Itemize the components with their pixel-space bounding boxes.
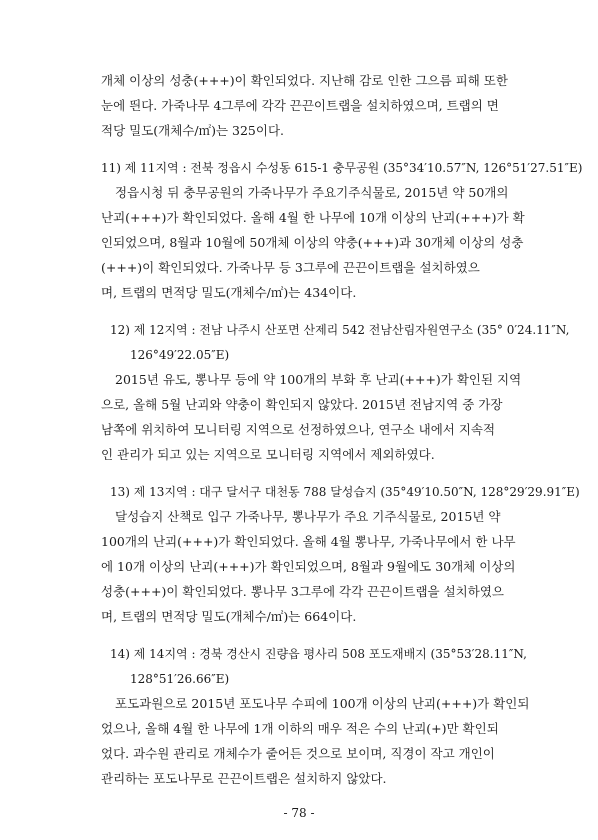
text-line: 인되었으며, 8월과 10월에 50개체 이상의 약충(+++)과 30개체 이상의 성충: [101, 235, 524, 250]
text-line: (+++)이 확인되었다. 가죽나무 등 3그루에 끈끈이트랩을 설치하였으: [101, 260, 480, 275]
text-line: 남쪽에 위치하여 모니터링 지역으로 선정하였으나, 연구소 내에서 지속적: [101, 422, 496, 437]
text-line: 난괴(+++)가 확인되었다. 올해 4월 한 나무에 10개 이상의 난괴(+++)가 확: [101, 210, 525, 225]
text-line: 었으나, 올해 4월 한 나무에 1개 이하의 매우 적은 수의 난괴(+)만 확인되: [101, 721, 499, 736]
section-heading: 14) 제 14지역 : 경북 경산시 진량읍 평사리 508 포도재배지 (35°53′28.11″N,: [110, 647, 527, 661]
text-line: 성충(+++)이 확인되었다. 뽕나무 3그루에 각각 끈끈이트랩을 설치하였으: [101, 584, 504, 599]
text-line: 적당 밀도(개체수/㎡)는 325이다.: [101, 123, 284, 138]
text-line: 달성습지 산책로 입구 가죽나무, 뽕나무가 주요 기주식물로, 2015년 약: [115, 509, 501, 524]
section-heading: 13) 제 13지역 : 대구 달서구 대천동 788 달성습지 (35°49′10.50″N, 128°29′29.91″E): [110, 485, 580, 499]
text-line: 포도과원으로 2015년 포도나무 수피에 100개 이상의 난괴(+++)가 확인되: [115, 696, 530, 711]
section-heading: 12) 제 12지역 : 전남 나주시 산포면 산제리 542 전남산림자원연구소 (35° 0′24.11″N,: [110, 323, 570, 337]
text-line: 며, 트랩의 면적당 밀도(개체수/㎡)는 664이다.: [101, 609, 357, 624]
section-heading-continued: 128°51′26.66″E): [130, 672, 230, 686]
section-heading-continued: 126°49′22.05″E): [130, 348, 230, 362]
text-line: 눈에 띈다. 가죽나무 4그루에 각각 끈끈이트랩을 설치하였으며, 트랩의 면: [101, 98, 499, 113]
text-line: 에 10개 이상의 난괴(+++)가 확인되었으며, 8월과 9월에도 30개체 이상의: [101, 559, 516, 574]
text-line: 었다. 과수원 관리로 개체수가 줄어든 것으로 보이며, 직경이 작고 개인이: [101, 746, 495, 761]
text-line: 며, 트랩의 면적당 밀도(개체수/㎡)는 434이다.: [101, 285, 357, 300]
text-line: 100개의 난괴(+++)가 확인되었다. 올해 4월 뽕나무, 가죽나무에서 한 나무: [101, 534, 516, 549]
text-line: 2015년 유도, 뽕나무 등에 약 100개의 부화 후 난괴(+++)가 확인된 지역: [115, 372, 522, 387]
text-line: 개체 이상의 성충(+++)이 확인되었다. 지난해 감로 인한 그으름 피해 또한: [101, 73, 508, 88]
text-line: 인 관리가 되고 있는 지역으로 모니터링 지역에서 제외하였다.: [101, 447, 435, 462]
text-line: 정읍시청 뒤 충무공원의 가죽나무가 주요기주식물로, 2015년 약 50개의: [115, 185, 509, 200]
text-line: 으로, 올해 5월 난괴와 약충이 확인되지 않았다. 2015년 전남지역 중 가장: [101, 397, 503, 412]
section-heading: 11) 제 11지역 : 전북 정읍시 수성동 615-1 충무공원 (35°34′10.57″N, 126°51′27.51″E): [101, 161, 583, 175]
text-line: 관리하는 포도나무로 끈끈이트랩은 설치하지 않았다.: [101, 771, 387, 786]
page-number: - 78 -: [283, 806, 315, 820]
